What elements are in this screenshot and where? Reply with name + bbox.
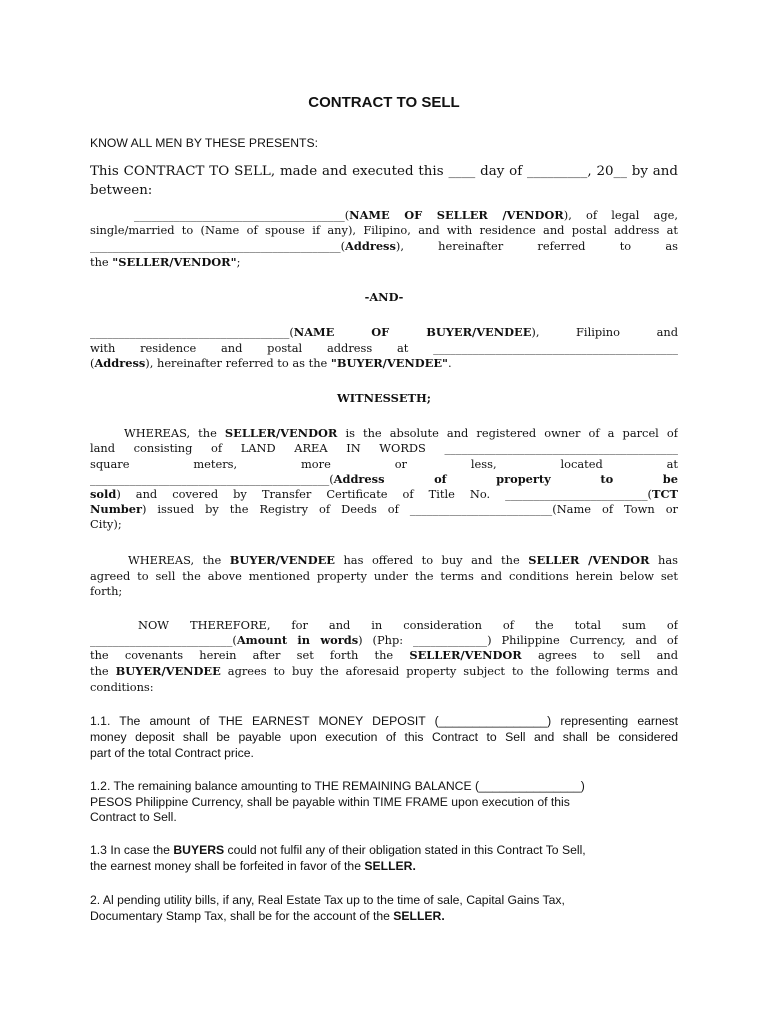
doc-line: conditions: — [90, 680, 154, 694]
doc-line: the BUYER/VENDEE agrees to buy the aforesaid property subject to the following terms and — [90, 664, 678, 678]
doc-line: City); — [90, 517, 122, 531]
doc-line: WHEREAS, the BUYER/VENDEE has offered to buy and the SELLER /VENDOR has — [128, 553, 678, 567]
doc-line: KNOW ALL MEN BY THESE PRESENTS: — [90, 136, 319, 150]
doc-line: the "SELLER/VENDOR"; — [90, 255, 241, 269]
doc-line: square meters, more or less, located at — [90, 457, 678, 471]
document-title: CONTRACT TO SELL — [308, 94, 460, 111]
doc-line: Documentary Stamp Tax, shall be for the account of the SELLER. — [90, 909, 445, 923]
doc-line: _________________________(Amount in words) (Php: _____________) Philippine Currency, and of — [90, 633, 678, 647]
doc-line: forth; — [90, 584, 123, 598]
doc-line: the covenants herein after set forth the SELLER/VENDOR agrees to sell and — [90, 648, 678, 662]
doc-line: 1.2. The remaining balance amounting to THE REMAINING BALANCE (_______________) — [90, 779, 585, 793]
doc-line: PESOS Philippine Currency, shall be payable within TIME FRAME upon execution of this — [90, 795, 570, 809]
doc-line: This CONTRACT TO SELL, made and executed this ____ day of _________, 20__ by and — [90, 164, 678, 179]
doc-line: 1.3 In case the BUYERS could not fulfil any of their obligation stated in this Contract To Sell, — [90, 843, 586, 857]
doc-line: __________________________________________(Address of property to be — [90, 472, 678, 486]
doc-line: between: — [90, 183, 153, 198]
doc-line: 2. Al pending utility bills, if any, Real Estate Tax up to the time of sale, Capital Gains Tax, — [90, 893, 565, 907]
doc-line: Number) issued by the Registry of Deeds of _________________________(Name of Town or — [90, 502, 678, 516]
doc-line: WHEREAS, the SELLER/VENDOR is the absolute and registered owner of a parcel of — [124, 426, 678, 440]
doc-line: agreed to sell the above mentioned property under the terms and conditions herein below set — [90, 569, 678, 583]
doc-line: _____________________________________(NAME OF SELLER /VENDOR), of legal age, — [134, 208, 678, 222]
doc-line: ___________________________________(NAME OF BUYER/VENDEE), Filipino and — [90, 325, 678, 339]
doc-line: NOW THEREFORE, for and in consideration of the total sum of — [138, 618, 678, 632]
doc-line: land consisting of LAND AREA IN WORDS _________________________________________ — [90, 441, 678, 455]
doc-line: sold) and covered by Transfer Certificate of Title No. _________________________(TCT — [90, 487, 678, 501]
doc-line: (Address), hereinafter referred to as the "BUYER/VENDEE". — [90, 356, 452, 370]
doc-line: with residence and postal address at ___________________________________________ — [90, 341, 678, 355]
doc-line: single/married to (Name of spouse if any), Filipino, and with residence and postal address at — [90, 223, 678, 237]
doc-line: Contract to Sell. — [90, 810, 177, 824]
doc-line: WITNESSETH; — [336, 391, 432, 405]
doc-line: -AND- — [364, 290, 404, 304]
doc-line: 1.1. The amount of THE EARNEST MONEY DEPOSIT (________________) representing earnest — [90, 714, 678, 728]
doc-line: ____________________________________________(Address), hereinafter referred to as — [90, 239, 678, 253]
doc-line: money deposit shall be payable upon execution of this Contract to Sell and shall be considered — [90, 730, 678, 744]
doc-line: the earnest money shall be forfeited in favor of the SELLER. — [90, 859, 416, 873]
doc-line: part of the total Contract price. — [90, 746, 254, 760]
